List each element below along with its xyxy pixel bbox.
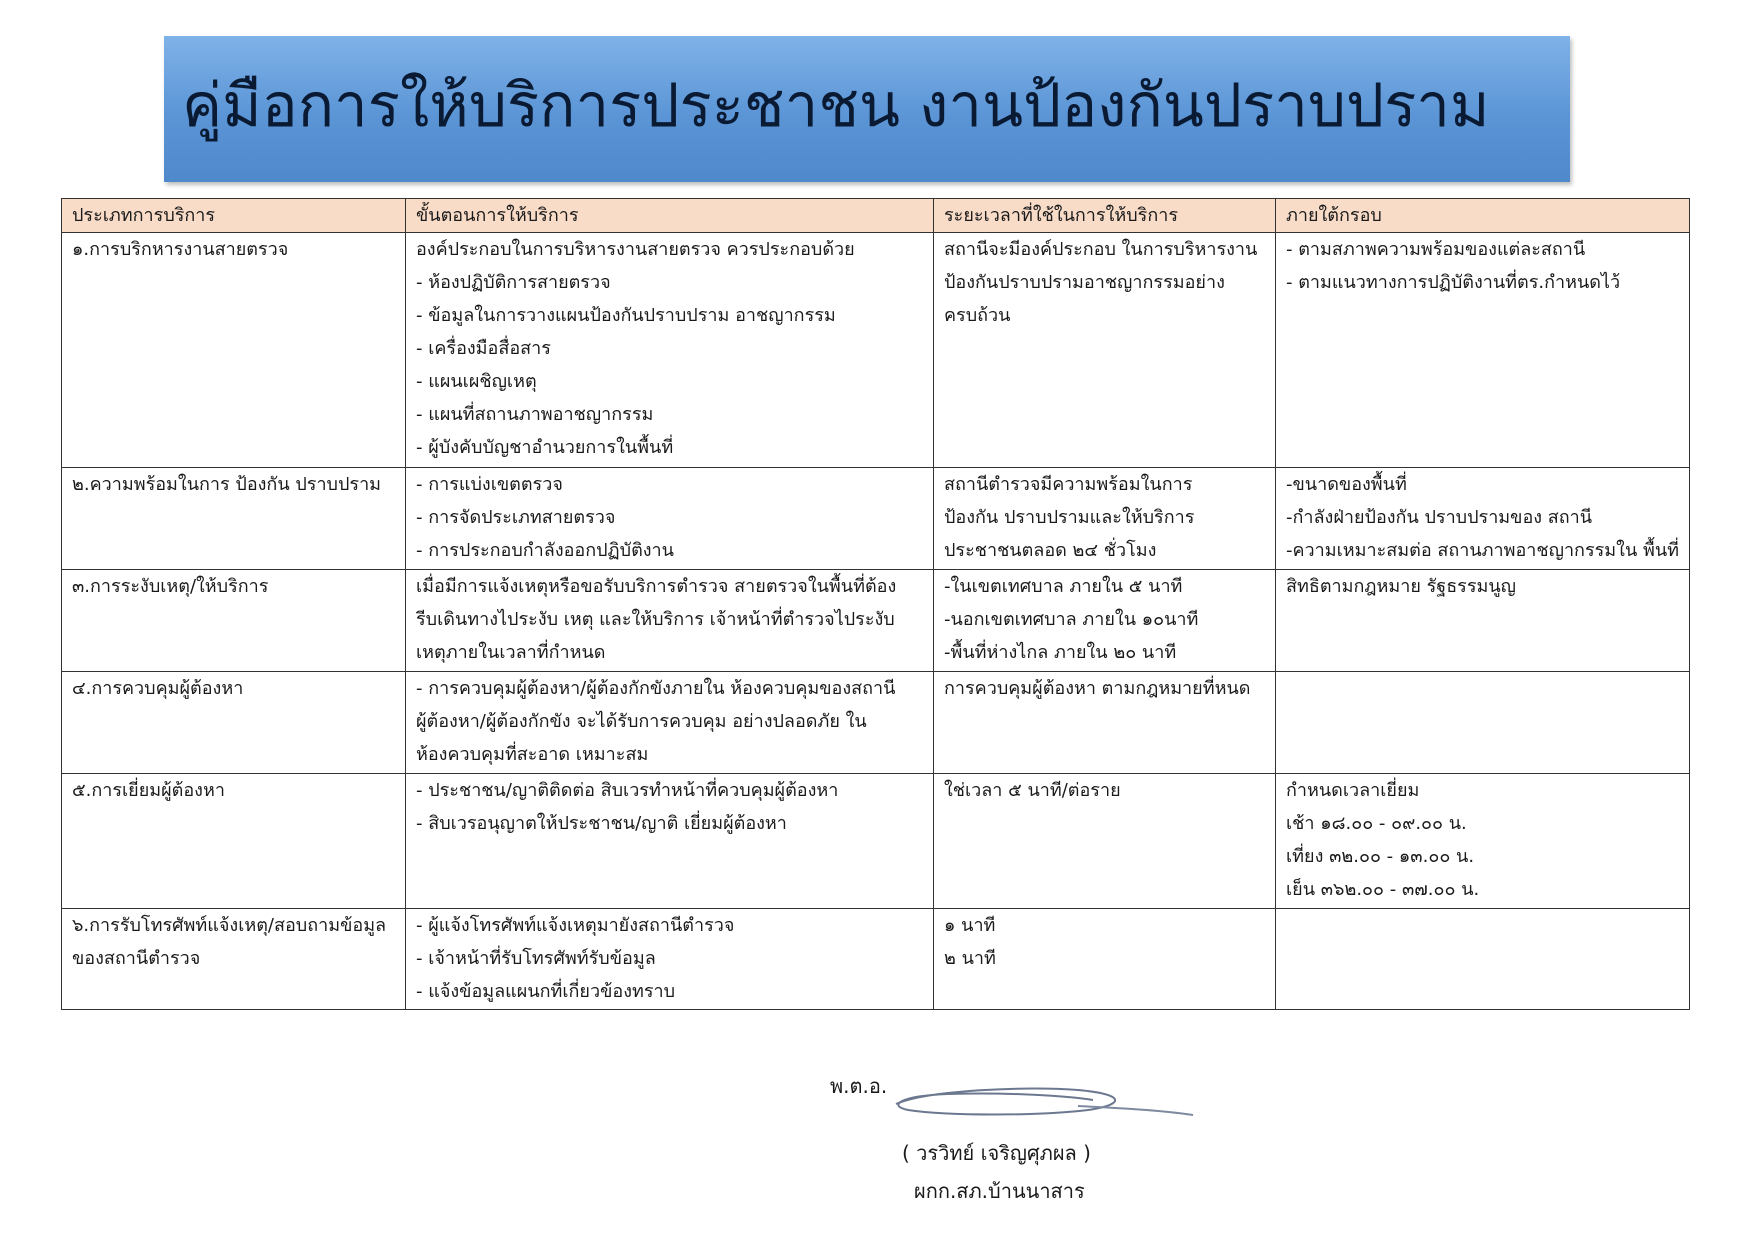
cell-line: -ในเขตเทศบาล ภายใน ๕ นาที [944, 576, 1183, 597]
cell-line: สถานีตำรวจมีความพร้อมในการ [944, 474, 1193, 495]
table-row [62, 233, 1690, 468]
service-table [61, 198, 1690, 1010]
cell-line: - แผนที่สถานภาพอาชญากรรม [416, 404, 654, 425]
cell-steps [406, 233, 934, 468]
page-title: คู่มือการให้บริการประชาชน งานป้องกันปราบปราม [182, 71, 1490, 141]
cell-line: ครบถ้วน [944, 305, 1011, 326]
cell-line: ๑ นาที [944, 915, 996, 936]
cell-steps [406, 909, 934, 1010]
cell-line: ๔.การควบคุมผู้ต้องหา [72, 678, 244, 699]
signature-name: ( วรวิทย์ เจริญศุภผล ) [902, 1141, 1091, 1165]
title-banner [164, 36, 1570, 182]
cell-line: - เครื่องมือสื่อสาร [416, 338, 551, 359]
cell-service-type [62, 468, 406, 570]
header-service-type: ประเภทการบริการ [62, 199, 406, 233]
cell-line: - ข้อมูลในการวางแผนป้องกันปราบปราม อาชญากรรม [416, 305, 836, 326]
signature-position: ผกก.สภ.บ้านนาสาร [914, 1179, 1085, 1203]
cell-framework [1276, 909, 1690, 1010]
table-row [62, 774, 1690, 909]
cell-line: ประชาชนตลอด ๒๔ ชั่วโมง [944, 540, 1157, 561]
cell-line: ๖.การรับโทรศัพท์แจ้งเหตุ/สอบถามข้อมูล [72, 915, 387, 936]
table-header-row [62, 199, 1690, 233]
cell-framework [1276, 672, 1690, 774]
table-row [62, 570, 1690, 672]
cell-line: เที่ยง ๓๒.๐๐ - ๑๓.๐๐ น. [1286, 846, 1475, 867]
cell-line: ใช่เวลา ๕ นาที/ต่อราย [944, 780, 1121, 801]
cell-line: การควบคุมผู้ต้องหา ตามกฎหมายที่หนด [944, 678, 1251, 699]
cell-service-type [62, 672, 406, 774]
cell-framework [1276, 570, 1690, 672]
cell-line: ป้องกันปราบปรามอาชญากรรมอย่าง [944, 272, 1225, 293]
cell-line: เย็น ๓๖๒.๐๐ - ๓๗.๐๐ น. [1286, 879, 1480, 900]
cell-line: -นอกเขตเทศบาล ภายใน ๑๐นาที [944, 609, 1199, 630]
handwritten-signature [888, 1082, 1198, 1128]
cell-duration [934, 774, 1276, 909]
cell-service-type [62, 233, 406, 468]
cell-duration [934, 233, 1276, 468]
cell-line: - การประกอบกำลังออกปฏิบัติงาน [416, 540, 674, 561]
cell-framework [1276, 233, 1690, 468]
cell-steps [406, 468, 934, 570]
cell-line: ๕.การเยี่ยมผู้ต้องหา [72, 780, 225, 801]
header-framework: ภายใต้กรอบ [1276, 199, 1690, 233]
cell-service-type [62, 570, 406, 672]
cell-line: เมื่อมีการแจ้งเหตุหรือขอรับบริการตำรวจ สายตรวจในพื้นที่ต้อง [416, 576, 897, 597]
cell-line: - ผู้บังคับบัญชาอำนวยการในพื้นที่ [416, 437, 674, 458]
cell-line: - การแบ่งเขตตรวจ [416, 474, 563, 495]
cell-service-type [62, 774, 406, 909]
table-row [62, 909, 1690, 1010]
cell-line: รีบเดินทางไประงับ เหตุ และให้บริการ เจ้าหน้าที่ตำรวจไประงับ [416, 609, 895, 630]
cell-line: -กำลังฝ่ายป้องกัน ปราบปรามของ สถานี [1286, 507, 1593, 528]
cell-line: เหตุภายในเวลาที่กำหนด [416, 642, 606, 663]
cell-line: - แผนเผชิญเหตุ [416, 371, 537, 392]
cell-steps [406, 672, 934, 774]
cell-line: - การควบคุมผู้ต้องหา/ผู้ต้องกักขังภายใน ห้องควบคุมของสถานี [416, 678, 896, 699]
cell-line: สถานีจะมีองค์ประกอบ ในการบริหารงาน [944, 239, 1258, 260]
cell-line: องค์ประกอบในการบริหารงานสายตรวจ ควรประกอบด้วย [416, 239, 855, 260]
cell-line: - เจ้าหน้าที่รับโทรศัพท์รับข้อมูล [416, 948, 656, 969]
cell-duration [934, 909, 1276, 1010]
cell-line: - สิบเวรอนุญาตให้ประชาชน/ญาติ เยี่ยมผู้ต้องหา [416, 813, 787, 834]
cell-steps [406, 774, 934, 909]
cell-line: - ตามสภาพความพร้อมของแต่ละสถานี [1286, 239, 1586, 260]
cell-duration [934, 570, 1276, 672]
cell-steps [406, 570, 934, 672]
cell-line: - ตามแนวทางการปฏิบัติงานที่ตร.กำหนดไว้ [1286, 272, 1621, 293]
cell-line: ๒ นาที [944, 948, 996, 969]
header-steps: ขั้นตอนการให้บริการ [406, 199, 934, 233]
cell-line: - ประชาชน/ญาติติดต่อ สิบเวรทำหน้าที่ควบคุมผู้ต้องหา [416, 780, 839, 801]
cell-duration [934, 672, 1276, 774]
cell-framework [1276, 468, 1690, 570]
cell-service-type [62, 909, 406, 1010]
cell-line: -ความเหมาะสมต่อ สถานภาพอาชญากรรมใน พื้นที่ [1286, 540, 1679, 561]
cell-line: ๓.การระงับเหตุ/ให้บริการ [72, 576, 269, 597]
cell-line: ของสถานีตำรวจ [72, 948, 201, 969]
table-row [62, 468, 1690, 570]
cell-line: - แจ้งข้อมูลแผนกที่เกี่ยวข้องทราบ [416, 981, 676, 1002]
cell-duration [934, 468, 1276, 570]
cell-line: ๒.ความพร้อมในการ ป้องกัน ปราบปราม [72, 474, 382, 495]
table-row [62, 672, 1690, 774]
cell-line: -พื้นที่ห่างไกล ภายใน ๒๐ นาที [944, 642, 1177, 663]
header-duration: ระยะเวลาที่ใช้ในการให้บริการ [934, 199, 1276, 233]
signature-rank: พ.ต.อ. [830, 1074, 888, 1098]
cell-line: ๑.การบริกหารงานสายตรวจ [72, 239, 289, 260]
cell-line: ผู้ต้องหา/ผู้ต้องกักขัง จะได้รับการควบคุม อย่างปลอดภัย ใน [416, 711, 867, 732]
cell-line: - ผู้แจ้งโทรศัพท์แจ้งเหตุมายังสถานีตำรวจ [416, 915, 735, 936]
cell-line: ห้องควบคุมที่สะอาด เหมาะสม [416, 744, 649, 765]
cell-line: กำหนดเวลาเยี่ยม [1286, 780, 1420, 801]
cell-line: สิทธิตามกฎหมาย รัฐธรรมนูญ [1286, 576, 1517, 597]
cell-line: - การจัดประเภทสายตรวจ [416, 507, 616, 528]
cell-line: ป้องกัน ปราบปรามและให้บริการ [944, 507, 1195, 528]
cell-line: - ห้องปฏิบัติการสายตรวจ [416, 272, 611, 293]
cell-line: -ขนาดของพื้นที่ [1286, 474, 1407, 495]
cell-framework [1276, 774, 1690, 909]
cell-line: เช้า ๑๘.๐๐ - ๐๙.๐๐ น. [1286, 813, 1467, 834]
